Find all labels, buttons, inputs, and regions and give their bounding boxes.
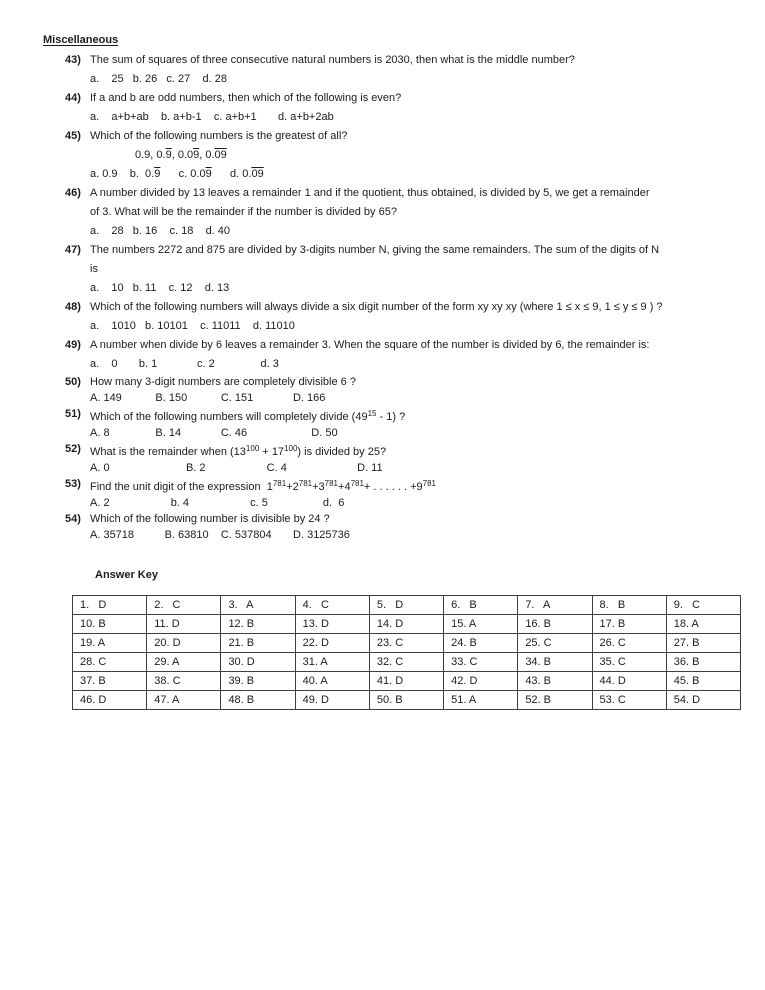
answer-cell: 2. C — [147, 596, 221, 615]
answer-cell: 52. B — [518, 691, 592, 710]
answer-cell: 50. B — [369, 691, 443, 710]
question-options: a. 25 b. 26 c. 27 d. 28 — [90, 73, 227, 85]
answer-cell: 13. D — [295, 615, 369, 634]
answer-key-row — [73, 691, 741, 710]
answer-cell: 15. A — [444, 615, 518, 634]
answer-cell: 33. C — [444, 653, 518, 672]
answer-key-table — [72, 595, 741, 710]
answer-cell: 39. B — [221, 672, 295, 691]
question-options: a. 10 b. 11 c. 12 d. 13 — [90, 282, 230, 294]
question-44 — [65, 89, 741, 127]
answer-key-row — [73, 653, 741, 672]
question-text: is — [90, 263, 98, 275]
answer-cell: 30. D — [221, 653, 295, 672]
answer-cell: 37. B — [73, 672, 147, 691]
answer-cell: 28. C — [73, 653, 147, 672]
question-47 — [65, 241, 741, 298]
answer-cell: 32. C — [369, 653, 443, 672]
question-number: 54) — [65, 513, 81, 525]
question-text: of 3. What will be the remainder if the number is divided by 65? — [90, 206, 397, 218]
question-number: 50) — [65, 376, 81, 388]
question-text: Which of the following numbers will completely divide $(49^{15} - 1)$ ? — [90, 409, 406, 423]
question-text: Which of the following numbers will always divide a six digit number of the form xy xy xy (where 1 ≤ x ≤ 9, 1 ≤ y ≤ 9 ) ? — [90, 301, 663, 313]
answer-cell: 18. A — [666, 615, 740, 634]
question-48 — [65, 298, 741, 336]
answer-key-title: Answer Key — [95, 569, 158, 581]
answer-cell: 34. B — [518, 653, 592, 672]
answer-cell: 36. B — [666, 653, 740, 672]
question-number: 46) — [65, 187, 81, 199]
answer-key-row — [73, 634, 741, 653]
answer-cell: 10. B — [73, 615, 147, 634]
question-text: A number divided by 13 leaves a remainder 1 and if the quotient, thus obtained, is divided by 5, we get a remainder — [90, 187, 650, 199]
question-51 — [65, 406, 741, 441]
answer-cell: 54. D — [666, 691, 740, 710]
answer-cell: 16. B — [518, 615, 592, 634]
question-text: How many 3-digit numbers are completely divisible 6 ? — [90, 376, 356, 388]
answer-cell: 21. B — [221, 634, 295, 653]
question-options: A. 0 B. 2 C. 4 D. 11 — [90, 462, 383, 474]
answer-cell: 51. A — [444, 691, 518, 710]
question-49 — [65, 336, 741, 374]
answer-cell: 12. B — [221, 615, 295, 634]
question-52 — [65, 441, 741, 476]
question-options: A. 35718 B. 63810 C. 537804 D. 3125736 — [90, 529, 350, 541]
answer-cell: 9. C — [666, 596, 740, 615]
question-text: Which of the following number is divisible by 24 ? — [90, 513, 330, 525]
answer-cell: 6. B — [444, 596, 518, 615]
question-45 — [65, 127, 741, 184]
answer-cell: 19. A — [73, 634, 147, 653]
question-options: a. a+b+ab b. a+b-1 c. a+b+1 d. a+b+2ab — [90, 111, 334, 123]
answer-cell: 5. D — [369, 596, 443, 615]
question-text: Which of the following numbers is the greatest of all? — [90, 130, 348, 142]
question-50 — [65, 374, 741, 406]
question-text: A number when divide by 6 leaves a remainder 3. When the square of the number is divided by 6, the remainder is: — [90, 339, 650, 351]
answer-key-table-body — [73, 596, 741, 710]
answer-cell: 44. D — [592, 672, 666, 691]
answer-cell: 25. C — [518, 634, 592, 653]
answer-cell: 35. C — [592, 653, 666, 672]
question-options: a. 0 b. 1 c. 2 d. 3 — [90, 358, 279, 370]
answer-cell: 7. A — [518, 596, 592, 615]
question-text: What is the remainder when $(13^{100} + 17^{100})$ is divided by 25? — [90, 444, 387, 458]
answer-cell: 1. D — [73, 596, 147, 615]
question-text: If a and b are odd numbers, then which of the following is even? — [90, 92, 402, 104]
answer-cell: 53. C — [592, 691, 666, 710]
answer-cell: 14. D — [369, 615, 443, 634]
question-number-list: 0.9, 0.9, 0.09, 0.09 — [135, 149, 227, 161]
question-options: a. 0.9 b. 0.9 c. 0.09 d. 0.09 — [90, 168, 264, 180]
question-53 — [65, 476, 741, 511]
answer-cell: 49. D — [295, 691, 369, 710]
question-number: 44) — [65, 92, 81, 104]
answer-cell: 23. C — [369, 634, 443, 653]
answer-cell: 42. D — [444, 672, 518, 691]
question-number: 52) — [65, 443, 81, 455]
answer-cell: 26. C — [592, 634, 666, 653]
answer-cell: 8. B — [592, 596, 666, 615]
answer-cell: 29. A — [147, 653, 221, 672]
question-text: The sum of squares of three consecutive natural numbers is 2030, then what is the middle number? — [90, 54, 575, 66]
answer-cell: 41. D — [369, 672, 443, 691]
question-list — [65, 51, 741, 543]
question-text: Find the unit digit of the expression $1^{781}+2^{781}+3^{781}+4^{781}+$ . . . . . . $+9^{781}$ — [90, 479, 436, 493]
question-number: 47) — [65, 244, 81, 256]
question-number: 51) — [65, 408, 81, 420]
answer-cell: 47. A — [147, 691, 221, 710]
answer-key-section — [43, 569, 741, 710]
answer-cell: 20. D — [147, 634, 221, 653]
question-number: 49) — [65, 339, 81, 351]
answer-cell: 31. A — [295, 653, 369, 672]
answer-cell: 17. B — [592, 615, 666, 634]
question-number: 53) — [65, 478, 81, 490]
answer-cell: 24. B — [444, 634, 518, 653]
question-options: A. 149 B. 150 C. 151 D. 166 — [90, 392, 326, 404]
answer-cell: 11. D — [147, 615, 221, 634]
question-number: 45) — [65, 130, 81, 142]
answer-key-row — [73, 672, 741, 691]
answer-cell: 40. A — [295, 672, 369, 691]
answer-key-row — [73, 596, 741, 615]
question-54 — [65, 511, 741, 543]
question-text: The numbers 2272 and 875 are divided by 3-digits number N, giving the same remainders. The sum of the digits of N — [90, 244, 660, 256]
question-options: A. 8 B. 14 C. 46 D. 50 — [90, 427, 338, 439]
answer-cell: 3. A — [221, 596, 295, 615]
answer-cell: 38. C — [147, 672, 221, 691]
page-title: Miscellaneous — [43, 34, 119, 46]
answer-cell: 27. B — [666, 634, 740, 653]
question-number: 48) — [65, 301, 81, 313]
question-options: a. 1010 b. 10101 c. 11011 d. 11010 — [90, 320, 295, 332]
answer-key-row — [73, 615, 741, 634]
answer-cell: 46. D — [73, 691, 147, 710]
question-options: a. 28 b. 16 c. 18 d. 40 — [90, 225, 231, 237]
answer-cell: 45. B — [666, 672, 740, 691]
answer-cell: 22. D — [295, 634, 369, 653]
question-number: 43) — [65, 54, 81, 66]
answer-cell: 4. C — [295, 596, 369, 615]
question-46 — [65, 184, 741, 241]
question-options: A. 2 b. 4 c. 5 d. 6 — [90, 497, 345, 509]
answer-cell: 48. B — [221, 691, 295, 710]
answer-cell: 43. B — [518, 672, 592, 691]
question-43 — [65, 51, 741, 89]
